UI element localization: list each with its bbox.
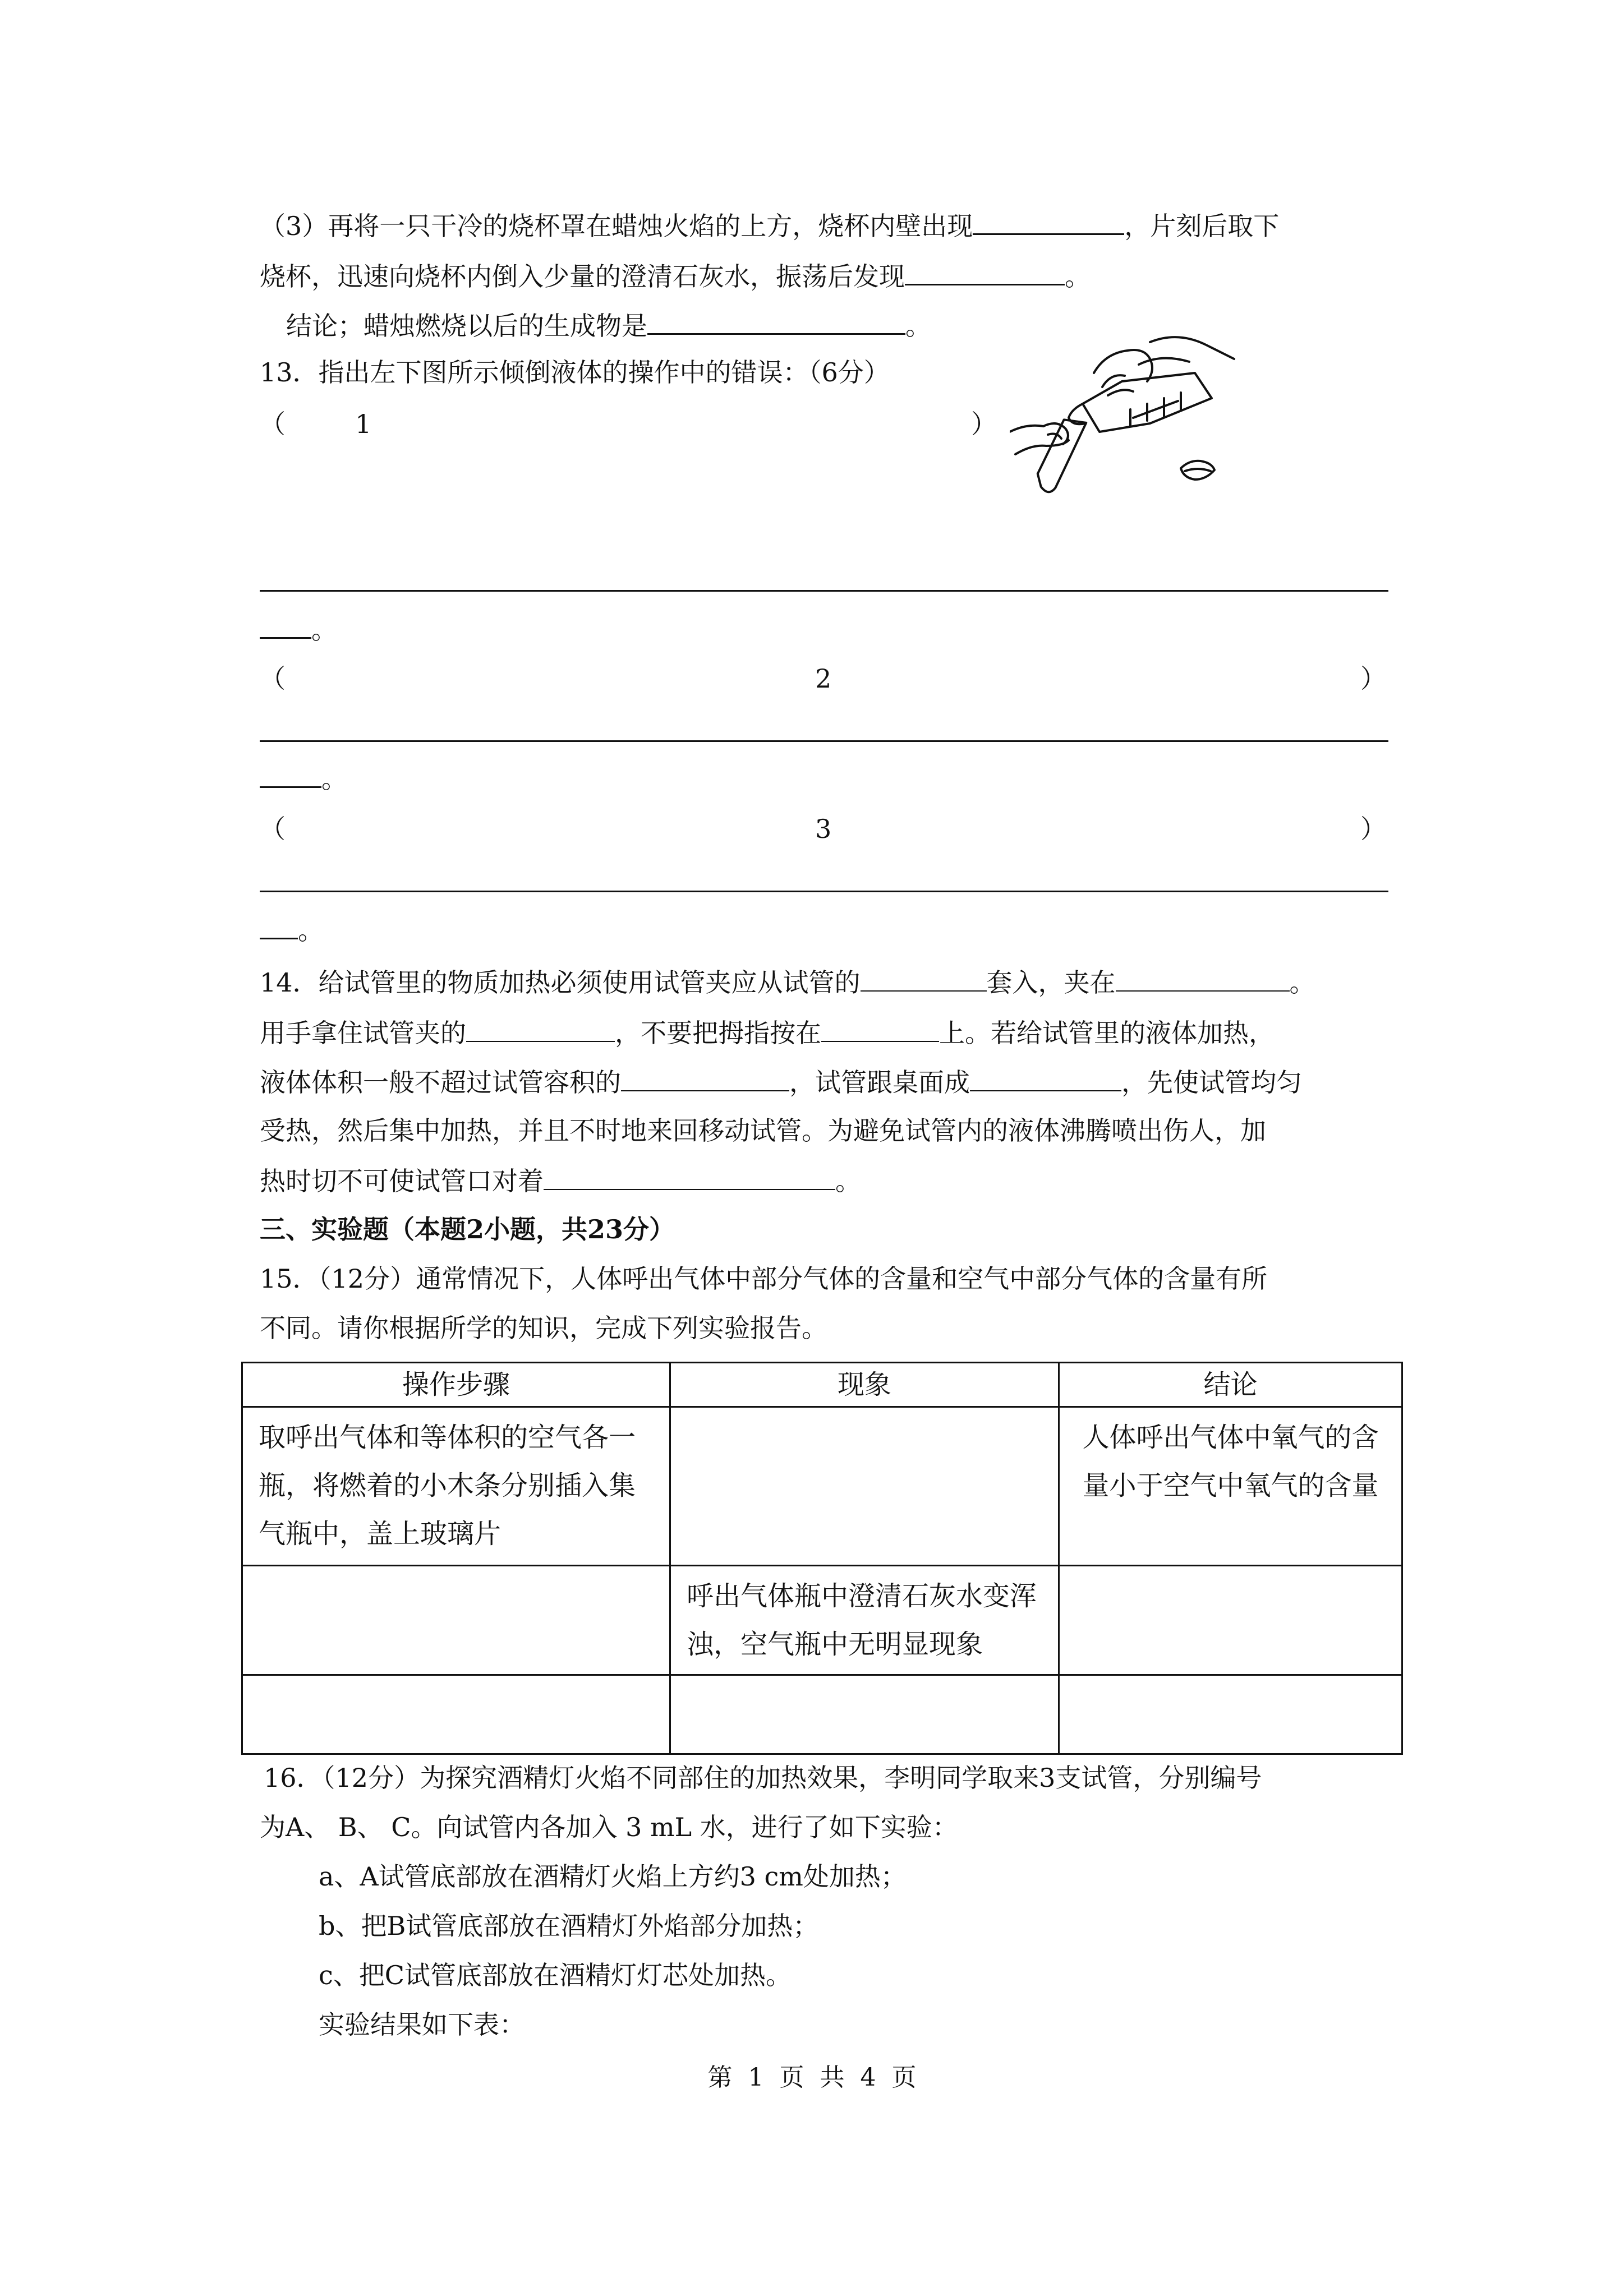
table-cell: 取呼出气体和等体积的空气各一瓶，将燃着的小木条分别插入集气瓶中，盖上玻璃片 <box>242 1407 670 1565</box>
answer-blank[interactable] <box>260 912 298 939</box>
table-header-row <box>242 1363 1402 1407</box>
table-cell[interactable] <box>1059 1675 1402 1754</box>
q14-line1: 14．给试管里的物质加热必须使用试管夹应从试管的 套入，夹在 。 <box>260 965 1315 999</box>
q14-line4: 受热，然后集中加热，并且不时地来回移动试管。为避免试管内的液体沸腾喷出伤人，加 <box>260 1115 1266 1146</box>
table-cell: 呼出气体瓶中澄清石灰水变浑浊，空气瓶中无明显现象 <box>670 1565 1059 1675</box>
pouring-liquid-illustration <box>1010 320 1245 494</box>
q16-step-c: c、把C试管底部放在酒精灯灯芯处加热。 <box>319 1960 792 1990</box>
answer-line-1[interactable] <box>260 590 1388 592</box>
q16-line2: 为A、 B、 C。向试管内各加入 3 mL 水，进行了如下实验： <box>260 1812 958 1842</box>
table-cell[interactable] <box>242 1565 670 1675</box>
answer-blank[interactable] <box>260 611 311 639</box>
q14-line3: 液体体积一般不超过试管容积的 ，试管跟桌面成 ，先使试管均匀 <box>260 1064 1302 1099</box>
page-number: 1 <box>748 2063 764 2092</box>
answer-blank[interactable] <box>621 1064 789 1091</box>
q16-step-b: b、把B试管底部放在酒精灯外焰部分加热； <box>319 1911 819 1941</box>
q13-item-3: （ 3 ） <box>260 814 1386 844</box>
answer-blank[interactable] <box>905 258 1065 285</box>
q15-line1: 15．（12分）通常情况下，人体呼出气体中部分气体的含量和空气中部分气体的含量有所 <box>260 1264 1268 1294</box>
answer-blank[interactable] <box>861 965 987 992</box>
q16-result-intro: 实验结果如下表： <box>319 2009 525 2040</box>
q12-conclusion: 结论；蜡烛燃烧以后的生成物是 。 <box>286 307 931 343</box>
answer-blank[interactable] <box>973 208 1124 235</box>
table-row <box>242 1565 1402 1675</box>
q13-end-2: 。 <box>260 760 347 796</box>
q12-part3-line2: 烧杯，迅速向烧杯内倒入少量的澄清石灰水，振荡后发现 。 <box>260 258 1091 293</box>
q13-end-3: 。 <box>260 912 324 947</box>
experiment-report-table <box>241 1362 1403 1755</box>
answer-blank[interactable] <box>1116 965 1290 992</box>
q13-item-1: （ 1 ） <box>260 409 997 439</box>
table-cell[interactable] <box>242 1675 670 1754</box>
answer-line-3[interactable] <box>260 891 1388 892</box>
q13-title: 13．指出左下图所示倾倒液体的操作中的错误：（6分） <box>260 357 890 388</box>
q14-line2: 用手拿住试管夹的 ，不要把拇指按在 上。若给试管里的液体加热， <box>260 1015 1275 1050</box>
q15-line2: 不同。请你根据所学的知识，完成下列实验报告。 <box>260 1313 827 1343</box>
table-cell[interactable] <box>670 1407 1059 1565</box>
page-footer: 第 1 页 共 4 页 <box>707 2063 917 2092</box>
answer-blank[interactable] <box>970 1064 1121 1091</box>
table-cell[interactable] <box>1059 1565 1402 1675</box>
q14-line5: 热时切不可使试管口对着 。 <box>260 1163 861 1198</box>
answer-blank[interactable] <box>647 307 905 335</box>
table-row <box>242 1675 1402 1754</box>
answer-blank[interactable] <box>821 1015 939 1042</box>
section-title: 三、实验题（本题2小题，共23分） <box>260 1214 675 1244</box>
answer-line-2[interactable] <box>260 740 1388 742</box>
table-cell: 人体呼出气体中氧气的含量小于空气中氧气的含量 <box>1059 1407 1402 1565</box>
q12-part3-line1: （3）再将一只干冷的烧杯罩在蜡烛火焰的上方，烧杯内壁出现 ，片刻后取下 <box>260 208 1279 243</box>
q13-item-2: （ 2 ） <box>260 663 1386 694</box>
page-total: 4 <box>860 2063 876 2092</box>
table-cell[interactable] <box>670 1675 1059 1754</box>
answer-blank[interactable] <box>466 1015 615 1042</box>
answer-blank[interactable] <box>544 1163 835 1190</box>
q16-line1: 16．（12分）为探究酒精灯火焰不同部住的加热效果，李明同学取来3支试管，分别编号 <box>264 1763 1262 1793</box>
answer-blank[interactable] <box>260 760 321 788</box>
q13-end-1: 。 <box>260 611 337 647</box>
column-header: 现象 <box>670 1363 1059 1407</box>
q16-step-a: a、A试管底部放在酒精灯火焰上方约3 cm处加热； <box>319 1861 907 1892</box>
table-row <box>242 1407 1402 1565</box>
column-header: 操作步骤 <box>242 1363 670 1407</box>
column-header: 结论 <box>1059 1363 1402 1407</box>
